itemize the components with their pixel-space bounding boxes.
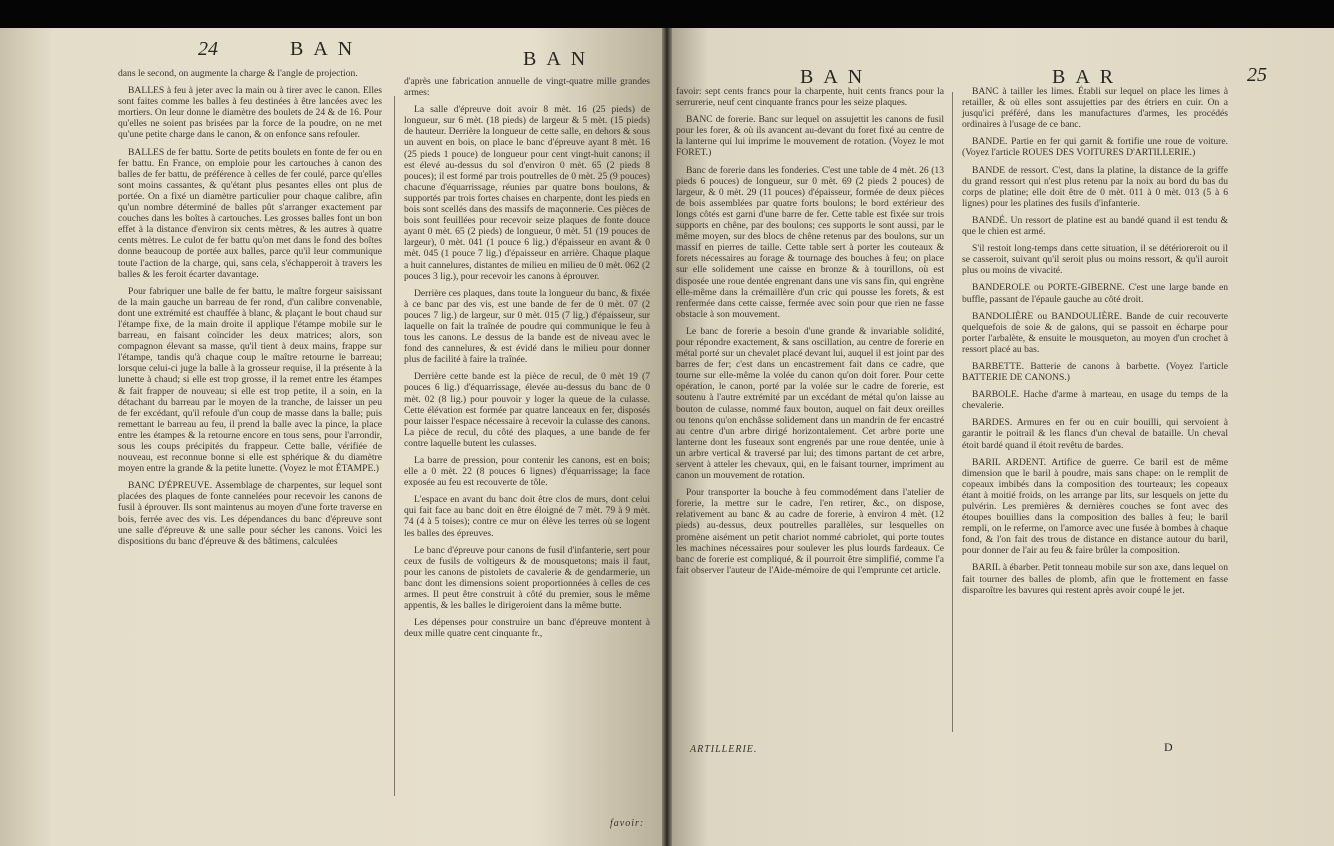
paragraph: dans le second, on augmente la charge & l'angle de projection.	[118, 68, 358, 79]
book-gutter	[662, 28, 672, 846]
right-header-left: BAN	[800, 66, 873, 88]
paragraph: BANDÉ. Un ressort de platine est au bandé quand il est tendu & que le chien est armé.	[962, 214, 1228, 238]
right-column-2	[962, 86, 1228, 602]
paragraph: Pour transporter la bouche à feu commodément dans l'atelier de forerie, la mettre sur le cadre, l'en retirer, &c., on dispose, relativement au banc & au cadre de forerie, à environ 4 mèt. (12 pieds) au-dessus, deux poutrelles parallèles, sur lesquelles on promène aisément un petit chariot nommé cabriolet, qui porte toutes les machines nécessaires pour soulever les plus lourds fardeaux. Ce banc de forerie est compliqué, & il pourroit être simplifié, comme l'a fait observer l'auteur de l'Aide-mémoire de qui l'emprunte cet article.	[676, 487, 944, 576]
left-column-rule	[394, 96, 395, 796]
paragraph: Les dépenses pour construire un banc d'épreuve montent à deux mille quatre cent cinquante fr.,	[404, 617, 650, 640]
paragraph: Le banc d'épreuve pour canons de fusil d'infanterie, sert pour ceux de fusils de voltigeurs & de mousquetons; mais il faut, pour les canons de pistolets de cavalerie & de gendarmerie, un banc dont les dimensions soient proportionnées à celles de ces armes. Il peut être construit à côté du premier, sous le même appentis, & les balles le dirigeroient dans la même butte.	[404, 544, 650, 612]
right-column-rule	[952, 92, 953, 732]
paragraph: BARBETTE. Batterie de canons à barbette. (Voyez l'article BATTERIE DE CANONS.)	[962, 360, 1228, 384]
paragraph: BALLES de fer battu. Sorte de petits boulets en fonte de fer ou en fer battu. En France, on emploie pour les cartouches à canon des balles de fer battu, de préférence à celles de fer coulé, parce qu'elles sont moins cassantes, & qu'étant plus pesantes elles ont plus de portée. On a fixé un diamètre particulier pour chaque calibre, afin qu'un nombre déterminé de balles pût s'arranger exactement par couches dans les boîtes à cartouches. Les grosses balles font un bon effet à la distance d'environ six cents mètres, & les autres à quatre cents mètres. Le culot de fer battu qu'on met dans le fond des boîtes donne beaucoup de portée aux balles, parce qu'il leur communique toute l'action de la charge, qui, sans cela, s'échapperoit à travers les balles & les feroit écarter davantage.	[118, 146, 382, 280]
left-col2-header: BAN	[523, 48, 596, 70]
paragraph: Le banc de forerie a besoin d'une grande & invariable solidité, pour répondre exactement, & sans oscillation, au centre de forerie en métal porté sur un chevalet placé devant lui, auquel il est joint par des barres de fer; c'est dans un encastrement fait dans ce cadre, que tourne sur elle-même la volée du canon qu'on doit forer. Pour cette opération, le canon, porté par la volée sur le cadre de forerie, est soutenu à l'autre extrémité par un excédant de métal qu'on laisse au bouton de culasse, nommé faux bouton, auquel on fait deux oreilles ou tenons qu'on enchâsse solidement dans un mandrin de fer encastré au centre d'un arbre dirigé horizontalement. Cet arbre porte une lanterne dont les fuseaux sont engrenés par une roue dentée, unie à un arbre vertical & traversé par lui; des timons partant de cet arbre, servent à atteler les chevaux, qui, en le faisant tourner, impriment au canon un mouvement de rotation.	[676, 325, 945, 482]
paragraph: BARIL à ébarber. Petit tonneau mobile sur son axe, dans lequel on fait tourner des balles de plomb, afin que le frottement en fasse disparoître les bavures qui restent après avoir coupé le jet.	[962, 562, 1228, 596]
left-page-header: BAN	[290, 38, 363, 60]
paragraph: La barre de pression, pour contenir les canons, est en bois; elle a 0 mèt. 22 (8 pouces 6 lignes) d'équarrissage; la face exposée au feu est recouverte de tôle.	[404, 455, 650, 489]
signature-mark: D	[1164, 740, 1173, 754]
paragraph: d'après une fabrication annuelle de vingt-quatre mille grandes armes:	[404, 76, 650, 99]
paragraph: BARIL ARDENT. Artifice de guerre. Ce baril est de même dimension que le baril à poudre, mais sans chape: on le remplit de copeaux imbibés dans la composition des tourteaux; les copeaux étant à moitié froids, on les arrange par lits, sur lesquels on jette du pulvérin. Les premières & dernières couches se font avec des étoupes bouillies dans la composition des balles à feu; le baril rempli, on le referme, on l'amorce avec une fusée à bombes à chaque fond, & l'on fait des trous de distance en distance autour du baril, pour donner de l'air au feu & faire brûler la composition.	[962, 456, 1228, 557]
paragraph: Pour fabriquer une balle de fer battu, le maître forgeur saisissant de la main gauche un barreau de fer rond, d'un calibre convenable, dont une extrémité est chauffée à blanc, & plaçant le bout chaud sur l'étampe fixe, de la main droite il applique l'étampe mobile sur le barreau, en faisant coïncider les deux matrices; alors, son compagnon élevant sa masse, qu'il tient à deux mains, frappe sur l'étampe, tandis qu'à chaque coup le maître retourne le barreau; lorsque celui-ci juge la balle à la grosseur requise, il la présente à la lunette à chaud; si elle est trop grosse, il la remet entre les étampes & fait frapper de nouveau; si elle est trop petite, il a soin, en la détachant du barreau par le moyen de la tranche, de laisser un peu de fer excédant, qu'il refoule d'un coup de masse dans la balle; puis remettant le barreau au feu, il prend la balle avec la pince, la place entre les étampes & la retourne encore en tous sens, pour l'arrondir, sous les coups précipités du frappeur. Cette balle, vérifiée de nouveau, est reconnue bonne si elle est sphérique & du diamètre moyen entre la grande & la petite lunette. (Voyez le mot ÉTAMPE.)	[118, 285, 382, 475]
paragraph: BANC à tailler les limes. Établi sur lequel on place les limes à retailler, & où elles sont assujetties par des étriers en cuir. On a jusqu'ici préféré, dans les manufactures d'armes, les procédés ordinaires à l'usage de ce banc.	[962, 86, 1228, 131]
left-column-1	[118, 68, 382, 553]
left-page-number: 24	[198, 38, 218, 60]
paragraph: BANDE de ressort. C'est, dans la platine, la distance de la griffe du grand ressort qui n'est plus retenu par la noix au bord du bas du corps de platine; elle doit être de 0 mèt. 011 à 0 mèt. 013 (5 à 6 lignes) pour les platines des fusils d'infanterie.	[962, 164, 1228, 209]
paragraph: BANC D'ÉPREUVE. Assemblage de charpentes, sur lequel sont placées des plaques de fonte cannelées pour recevoir les canons de fusil à éprouver. Ils sont maintenus au moyen d'une forte traverse en bois, ferrée avec des vis. Les dépendances du banc d'épreuve sont une salle d'épreuve & une salle pour sécher les canons. Voici les dispositions du banc d'épreuve & des bâtimens, calculées	[118, 480, 382, 547]
paragraph: BALLES à feu à jeter avec la main ou à tirer avec le canon. Elles sont faites comme les balles à feu destinées à être lancées avec les mortiers. On leur donne le diamètre des boulets de 24 & de 16. Pour qu'elles ne soient pas brisées par la force de la poudre, on ne met qu'une petite charge dans le canon, & on enfonce sans refouler.	[118, 85, 382, 141]
paragraph: BANDE. Partie en fer qui garnit & fortifie une roue de voiture. (Voyez l'article ROUES DES VOITURES D'ARTILLERIE.)	[962, 136, 1228, 159]
paragraph: BANDEROLE ou PORTE-GIBERNE. C'est une large bande en buffle, passant de l'épaule gauche au côté droit.	[962, 282, 1228, 305]
paragraph: favoir: sept cents francs pour la charpente, huit cents francs pour la serrurerie, neuf cent cinquante francs pour les seize plaques.	[676, 86, 944, 109]
right-header-right: BAR	[1052, 66, 1124, 88]
paragraph: S'il restoit long-temps dans cette situation, il se détérioreroit ou il se casseroit, suivant qu'il seroit plus ou moins ressort, & qu'il auroit plus ou moins de vivacité.	[962, 243, 1228, 277]
paragraph: Banc de forerie dans les fonderies. C'est une table de 4 mèt. 26 (13 pieds 6 pouces) de longueur, sur 0 mèt. 69 (2 pieds 2 pouces) de largeur, & 0 mèt. 29 (11 pouces) d'épaisseur, formée de deux pièces de bois assemblées par quatre forts boulons; le bord extérieur des longs côtés est garni d'une barre de fer. Cette table est fixée sur trois supports en chêne, par des boulons; ces supports le sont aussi, par le même moyen, sur des blocs de chêne retenus par des boulons, sur un massif en pierres de taille. Cette table sert à porter les couteaux & forets nécessaires au forage & tournage des bouches à feu; on place sur elle solidement une caisse en bronze & à tourillons, où est disposée une roue dentée engrenant dans une vis sans fin, qui engrène elle-même dans la crémaillère d'un cric qui pousse les forets, & est renfermée dans cette caisse, fermée avec soin pour que rien ne fasse obstacle à son mouvement.	[676, 164, 945, 320]
right-col1-footer: ARTILLERIE.	[690, 744, 758, 755]
paragraph: La salle d'épreuve doit avoir 8 mèt. 16 (25 pieds) de longueur, sur 6 mèt. (18 pieds) de largeur & 5 mèt. (15 pieds) de hauteur. Derrière la longueur de cette salle, en dehors & sous un auvent en bois, on place le banc d'épreuve ayant 8 mèt. 16 (25 pieds 1 pouce) de longueur pour cent vingt-huit canons; il est élevé au-dessus du sol d'environ 0 mèt. 65 (2 pieds 8 pouces); il est formé par trois poutrelles de 0 mèt. 25 (9 pouces) chacune d'équarrissage, réunies par quatre bons boulons, & supportés par trois fortes chaises en charpente, dont les pieds en bois sont scellés dans des massifs de maçonnerie. Ces pièces de bois sont feuillées pour recevoir seize plaques de fonte douce ayant 0 mèt. 65 (2 pieds) de longueur, 0 mèt. 51 (19 pouces de largeur), 0 mèt. 041 (1 pouce 6 lig.) d'épaisseur en avant & 0 mèt. 045 (1 pouce 7 lig.) d'épaisseur en arrière. Chaque plaque a huit cannelures, distantes de milieu en milieu de 0 mèt. 062 (2 pouces 3 lig.), pour recevoir les canons à éprouver.	[404, 104, 650, 282]
left-catchword: favoir:	[610, 818, 645, 829]
paragraph: BANDOLIÈRE ou BANDOULIÈRE. Bande de cuir recouverte quelquefois de soie & de galons, qui se passoit en écharpe pour porter l'arbalète, & ensuite le mousqueton, au moyen d'un crochet à ressort placé au bas.	[962, 310, 1228, 355]
paragraph: BARDES. Armures en fer ou en cuir bouilli, qui servoient à garantir le poitrail & les flancs d'un cheval de bataille. Un cheval étoit bardé quand il étoit revêtu de bardes.	[962, 417, 1228, 451]
paragraph: Derrière cette bande est la pièce de recul, de 0 mèt 19 (7 pouces 6 lig.) d'équarrissage, élevée au-dessus du banc de 0 mèt. 02 (8 lig.) pour pouvoir y loger la queue de la culasse. Cette élévation est formée par quatre lanceaux en fer, disposés pour laisser l'espace nécessaire à recevoir la culasse des canons. La pièce de recul, du côté des plaques, a une bande de fer contre laquelle butent les culasses.	[404, 371, 650, 449]
right-column-1	[676, 86, 944, 582]
right-page-number: 25	[1247, 64, 1267, 86]
paragraph: BANC de forerie. Banc sur lequel on assujettit les canons de fusil pour les forer, & où ils avancent au-devant du foret fixé au centre de la lanterne qui lui imprime le mouvement de rotation. (Voyez le mot FORET.)	[676, 114, 944, 159]
paragraph: L'espace en avant du banc doit être clos de murs, dont celui qui fait face au banc doit en être éloigné de 7 mèt. 79 à 9 mèt. 74 (4 à 5 toises); contre ce mur on élève les terres où se logent les balles des épreuves.	[404, 494, 650, 539]
paragraph: Derrière ces plaques, dans toute la longueur du banc, & fixée à ce banc par des vis, est une bande de fer de 0 mèt. 07 (2 pouces 7 lig.) de largeur, sur 0 mèt. 015 (7 lig.) d'épaisseur, sur laquelle on fait la traînée de poudre qui communique le feu à tous les canons. Le dessus de la bande est de niveau avec le fond des cannelures, & est évidé dans le milieu pour donner plus de facilité à faire la traînée.	[404, 287, 650, 366]
paragraph: BARBOLE. Hache d'arme à marteau, en usage du temps de la chevalerie.	[962, 389, 1228, 412]
left-column-2	[404, 76, 650, 645]
